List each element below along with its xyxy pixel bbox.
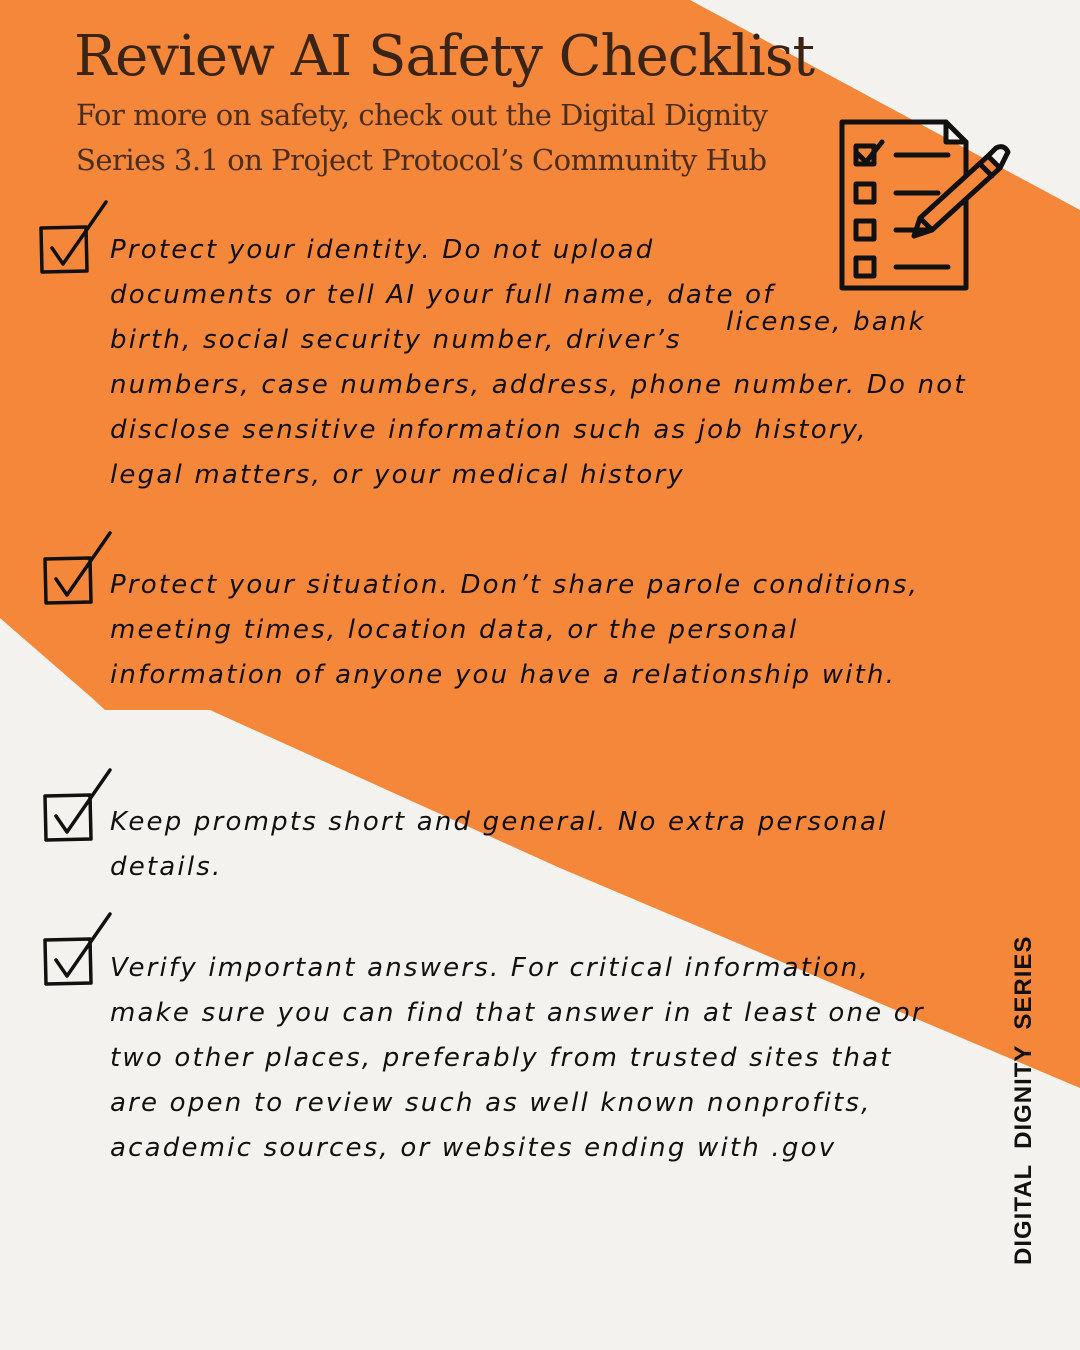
list-item: Protect your situation. Don’t share parole conditions, meeting times, location data, or the personal information of anyone you have a relationship with. [110, 570, 920, 690]
checked-box-icon [40, 531, 116, 607]
subtitle-line-1: For more on safety, check out the Digital Dignity [76, 98, 768, 132]
list-item: Protect your identity. Do not upload documents or tell AI your full name, date of birth, social security number, driver’s numbers, case numbers, address, phone number. Do not disclose sensitive information such as job history, legal matters, or your medical history [110, 235, 967, 490]
series-label: DIGITAL DIGNITY SERIES [1010, 935, 1037, 1265]
checked-box-icon [40, 768, 116, 844]
checked-box-icon [36, 200, 112, 276]
list-item-overflow-text: license, bank [726, 307, 926, 337]
subtitle-line-2: Series 3.1 on Project Protocol’s Community Hub [76, 143, 767, 177]
list-item: Keep prompts short and general. No extra personal details. [110, 807, 888, 882]
checked-box-icon [40, 912, 116, 988]
page-title: Review AI Safety Checklist [74, 24, 815, 89]
list-item: Verify important answers. For critical information, make sure you can find that answer in at least one or two other places, preferably from trusted sites that are open to review such as well known nonprofits, academic sources, or websites ending with .gov [110, 953, 925, 1163]
